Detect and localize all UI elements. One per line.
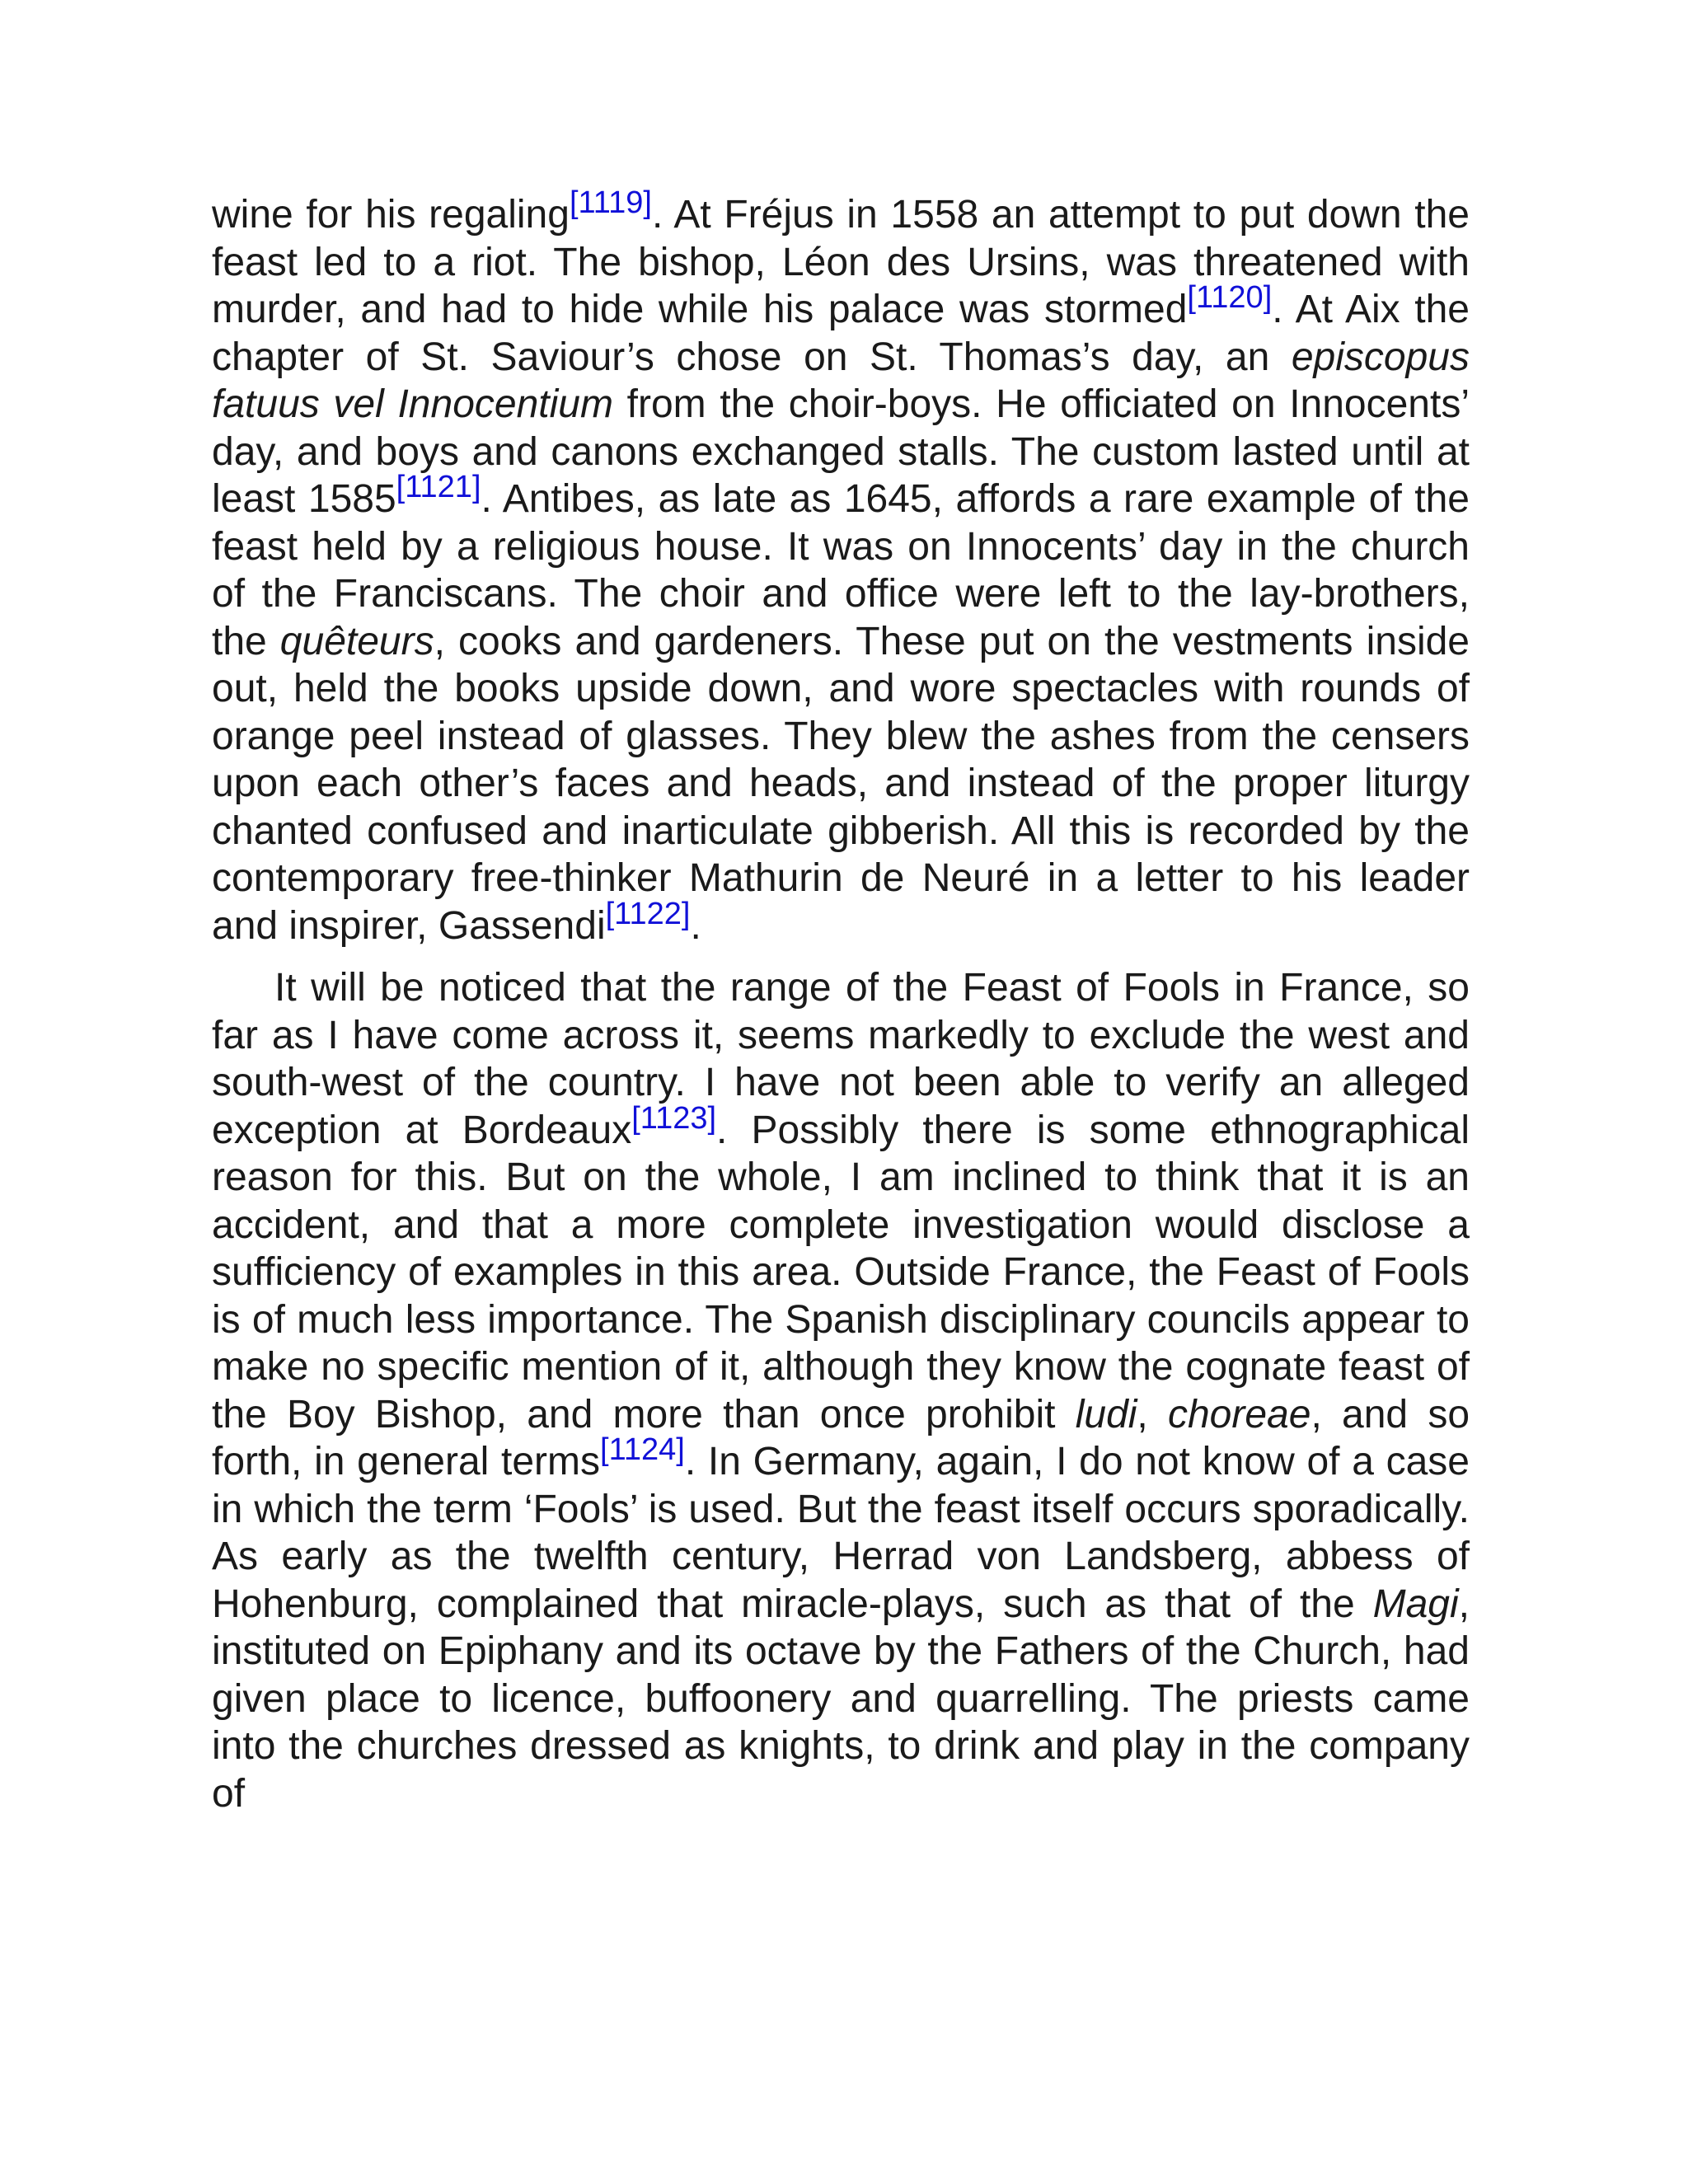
- text-run: , and so forth, in general terms: [212, 1392, 1470, 1483]
- text-run: . At Aix the chapter of St. Saviour’s chose on St. Thomas’s day, an: [212, 288, 1470, 379]
- footnote-link-1120[interactable]: [1120]: [1187, 280, 1273, 315]
- footnote-link-1119[interactable]: [1119]: [569, 185, 652, 220]
- italic-term: episcopus fatuus vel Innocentium: [212, 335, 1470, 426]
- text-run: . Possibly there is some ethnographical reason for this. But on the whole, I am inclined to think that it is an accident, and that a more complete investigation would disclose a sufficiency of examples in this area. Outside France, the Feast of Fools is of much less importance. The Spanish disciplinary councils appear to make no specific mention of it, although they know the cognate feast of the Boy Bishop, and more than once prohibit: [212, 1108, 1470, 1436]
- text-run: , instituted on Epiphany and its octave by the Fathers of the Church, had given place to licence, buffoonery and quarrelling. The priests came into the churches dressed as knights, to drink and play in the company of: [212, 1582, 1470, 1816]
- text-run: .: [690, 903, 701, 948]
- italic-term: Magi: [1372, 1582, 1459, 1626]
- footnote-link-1124[interactable]: [1124]: [600, 1432, 685, 1467]
- page-body: [212, 185, 1470, 1817]
- text-run: . At Fréjus in 1558 an attempt to put down the feast led to a riot. The bishop, Léon des Ursins, was threatened with murder, and had to hide while his palace was stormed: [212, 193, 1470, 331]
- italic-term: choreae: [1167, 1392, 1311, 1436]
- footnote-link-1123[interactable]: [1123]: [631, 1100, 717, 1136]
- paragraph-2: [212, 964, 1470, 1817]
- text-run: It will be noticed that the range of the Feast of Fools in France, so far as I have come across it, seems markedly to exclude the west and south-west of the country. I have not been able to verify an alleged exception at Bordeaux: [212, 966, 1470, 1152]
- text-run: . In Germany, again, I do not know of a case in which the term ‘Fools’ is used. But the feast itself occurs sporadically. As early as the twelfth century, Herrad von Landsberg, abbess of Hohenburg, complained that miracle-plays, such as that of the: [212, 1440, 1470, 1626]
- italic-term: quêteurs: [279, 619, 434, 663]
- text-run: ,: [1137, 1392, 1168, 1436]
- footnote-link-1122[interactable]: [1122]: [605, 896, 691, 931]
- footnote-link-1121[interactable]: [1121]: [396, 470, 481, 504]
- text-run: wine for his regaling: [212, 193, 570, 237]
- italic-term: ludi: [1075, 1392, 1137, 1436]
- text-run: . Antibes, as late as 1645, affords a rare example of the feast held by a religious house. It was on Innocents’ day in the church of the Franciscans. The choir and office were left to the lay-brothers, the: [212, 477, 1470, 663]
- text-run: from the choir-boys. He officiated on Innocents’ day, and boys and canons exchanged stalls. The custom lasted until at least 1585: [212, 382, 1470, 521]
- text-run: , cooks and gardeners. These put on the vestments inside out, held the books upside down, and wore spectacles with rounds of orange peel instead of glasses. They blew the ashes from the censers upon each other’s faces and heads, and instead of the proper liturgy chanted confused and inarticulate gibberish. All this is recorded by the contemporary free-thinker Mathurin de Neuré in a letter to his leader and inspirer, Gassendi: [212, 619, 1470, 948]
- paragraph-1: [212, 185, 1470, 949]
